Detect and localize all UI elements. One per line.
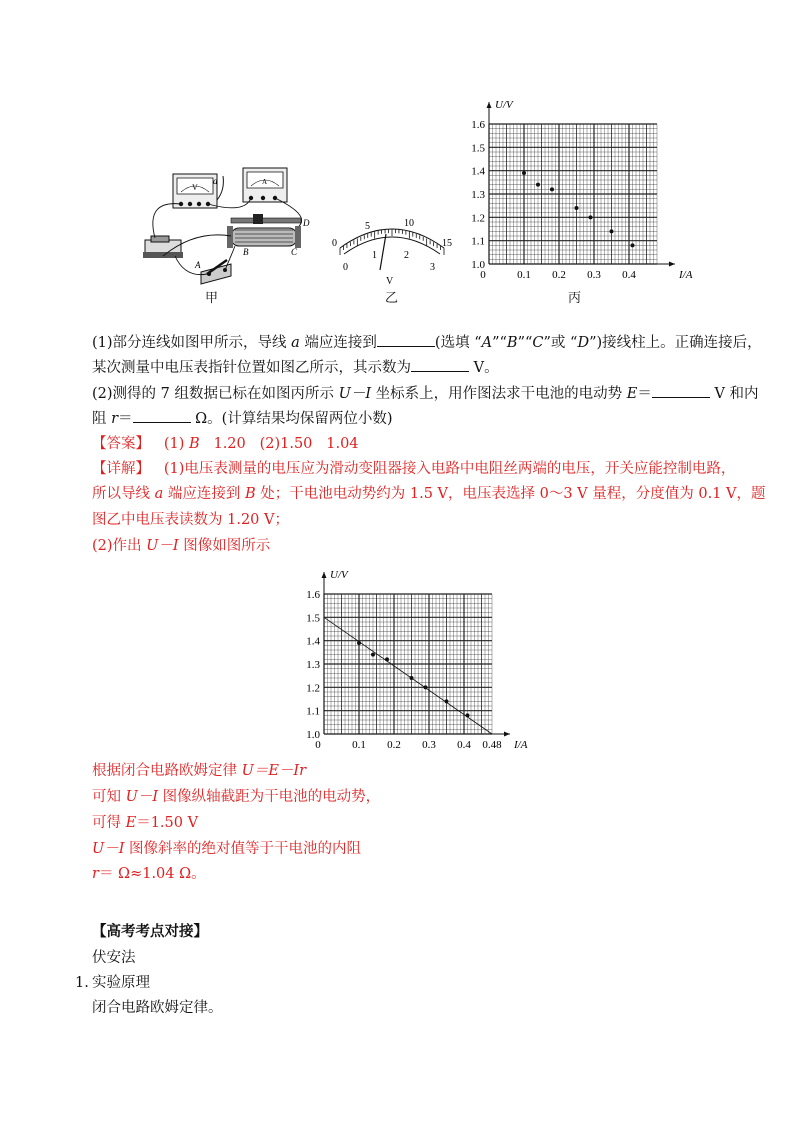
- q2-blank-resistance[interactable]: [133, 407, 191, 423]
- data-point: [385, 657, 389, 661]
- meter-bottom-3: 3: [430, 262, 435, 273]
- y-tick-label: 1.4: [306, 635, 320, 648]
- rheostat-C-label: C: [291, 247, 298, 257]
- circuit-figure-jia: [135, 160, 320, 290]
- meter-scale-figure-yi: [322, 212, 462, 292]
- meter-unit: V: [386, 276, 394, 287]
- ui-chart-bing: [455, 92, 695, 292]
- x-tick-label: 0.48: [482, 739, 502, 751]
- explain-line1: 【详解】 (1)电压表测量的电压应为滑动变阻器接入电路中电阻丝两端的电压，开关应能控制电路，: [92, 461, 736, 477]
- q1-line1: (1)部分连线如图甲所示，导线 a 端应连接到 (选填 “A”“B”“C”或 “D”)接线柱上。正确连接后，: [92, 331, 762, 354]
- meter-bottom-0: 0: [343, 262, 348, 273]
- x-axis-label: I/A: [514, 739, 528, 751]
- y-tick-label: 1.3: [471, 189, 485, 201]
- meter-bottom-1: 1: [372, 250, 377, 261]
- explain-line9: r＝ Ω≈1.04 Ω。: [92, 866, 206, 882]
- q1-blank-reading[interactable]: [411, 356, 469, 372]
- wire-a-label: a: [213, 176, 218, 186]
- rheostat-D-label: D: [303, 218, 310, 228]
- meter-top-0: 0: [332, 238, 337, 249]
- ui-chart-fitted: [290, 560, 530, 755]
- y-tick-label: 1.5: [471, 142, 485, 155]
- y-axis-label: U/V: [495, 99, 513, 111]
- data-point: [631, 243, 635, 247]
- explain-line6: 可知 U－I 图像纵轴截距为干电池的电动势，: [92, 789, 381, 805]
- voltmeter-label: V: [192, 183, 198, 192]
- switch-drawing: [201, 260, 231, 284]
- battery-drawing: [143, 236, 183, 258]
- answer-line: 【答案】 (1) B 1.20 (2)1.50 1.04: [92, 436, 359, 452]
- x-tick-label: 0: [480, 269, 486, 281]
- data-point: [466, 713, 470, 717]
- x-tick-label: 0.1: [352, 739, 366, 751]
- figure-yi-caption: 乙: [385, 291, 399, 306]
- data-point: [575, 206, 579, 210]
- rheostat-B-label: B: [243, 247, 249, 257]
- svg-text:A: A: [262, 178, 268, 186]
- y-tick-label: 1.2: [471, 212, 485, 225]
- figure-bing-caption: 丙: [568, 291, 582, 306]
- explain-line4: (2)作出 U－I 图像如图所示: [92, 538, 271, 554]
- data-point: [357, 641, 361, 645]
- x-axis-label: I/A: [679, 269, 693, 281]
- data-point: [424, 685, 428, 689]
- explain-line8: U－I 图像斜率的绝对值等于干电池的内阻: [92, 841, 362, 857]
- rheostat-drawing: [227, 214, 301, 248]
- y-axis-arrow: [322, 572, 327, 578]
- x-tick-label: 0.2: [387, 739, 401, 751]
- ammeter-drawing: [243, 168, 287, 202]
- meter-bottom-2: 2: [404, 250, 409, 261]
- section-item-number: 1.: [75, 975, 89, 991]
- q2-blank-emf[interactable]: [652, 382, 710, 398]
- q2-line1: (2)测得的 7 组数据已标在如图丙所示 U－I 坐标系上，用作图法求干电池的电动势 E＝ V 和内: [92, 382, 759, 405]
- explain-line5: 根据闭合电路欧姆定律 U＝E－Ir: [92, 763, 307, 779]
- section-method: 伏安法: [92, 950, 136, 966]
- x-tick-label: 0.3: [587, 269, 601, 281]
- section-item-body: 闭合电路欧姆定律。: [92, 1000, 223, 1016]
- data-point: [536, 183, 540, 187]
- x-tick-label: 0.4: [622, 269, 636, 281]
- y-tick-label: 1.3: [306, 659, 320, 671]
- y-tick-label: 1.4: [471, 165, 485, 178]
- data-point: [550, 187, 554, 191]
- q2-line2: 阻 r＝ Ω。(计算结果均保留两位小数): [92, 407, 393, 430]
- x-axis-arrow: [504, 732, 510, 737]
- x-tick-label: 0.1: [517, 269, 531, 281]
- section-item-title: 实验原理: [92, 975, 150, 991]
- section-heading: 【高考考点对接】: [92, 923, 208, 940]
- x-tick-label: 0.4: [457, 739, 471, 751]
- y-axis-label: U/V: [330, 569, 348, 581]
- x-tick-label: 0.2: [552, 269, 566, 281]
- meter-top-5: 5: [365, 221, 370, 232]
- q1-line2: 某次测量中电压表指针位置如图乙所示，其示数为 V。: [92, 356, 499, 379]
- y-tick-label: 1.6: [471, 119, 485, 131]
- q1-blank-terminal[interactable]: [377, 331, 435, 347]
- y-tick-label: 1.1: [471, 235, 485, 248]
- y-tick-label: 1.0: [471, 259, 485, 271]
- data-point: [371, 653, 375, 657]
- data-point: [445, 699, 449, 703]
- y-tick-label: 1.0: [306, 729, 320, 741]
- y-tick-label: 1.6: [306, 589, 320, 601]
- explain-line2: 所以导线 a 端应连接到 B 处；干电池电动势约为 1.5 V，电压表选择 0～3 V 量程，分度值为 0.1 V，题: [92, 486, 766, 502]
- figure-jia-caption: 甲: [205, 291, 219, 306]
- meter-top-15: 15: [442, 238, 452, 249]
- explain-line3: 图乙中电压表读数为 1.20 V；: [92, 512, 289, 528]
- y-axis-arrow: [487, 102, 492, 108]
- y-tick-label: 1.1: [306, 705, 320, 718]
- x-tick-label: 0.3: [422, 739, 436, 751]
- explain-line7: 可得 E＝1.50 V: [92, 815, 199, 831]
- switch-A-label: A: [195, 260, 201, 270]
- y-tick-label: 1.2: [306, 682, 320, 695]
- data-point: [410, 676, 414, 680]
- data-point: [589, 215, 593, 219]
- data-point: [522, 171, 526, 175]
- x-axis-arrow: [669, 262, 675, 267]
- y-tick-label: 1.5: [306, 612, 320, 625]
- meter-top-10: 10: [404, 218, 414, 229]
- x-tick-label: 0: [315, 739, 321, 751]
- data-point: [610, 229, 614, 233]
